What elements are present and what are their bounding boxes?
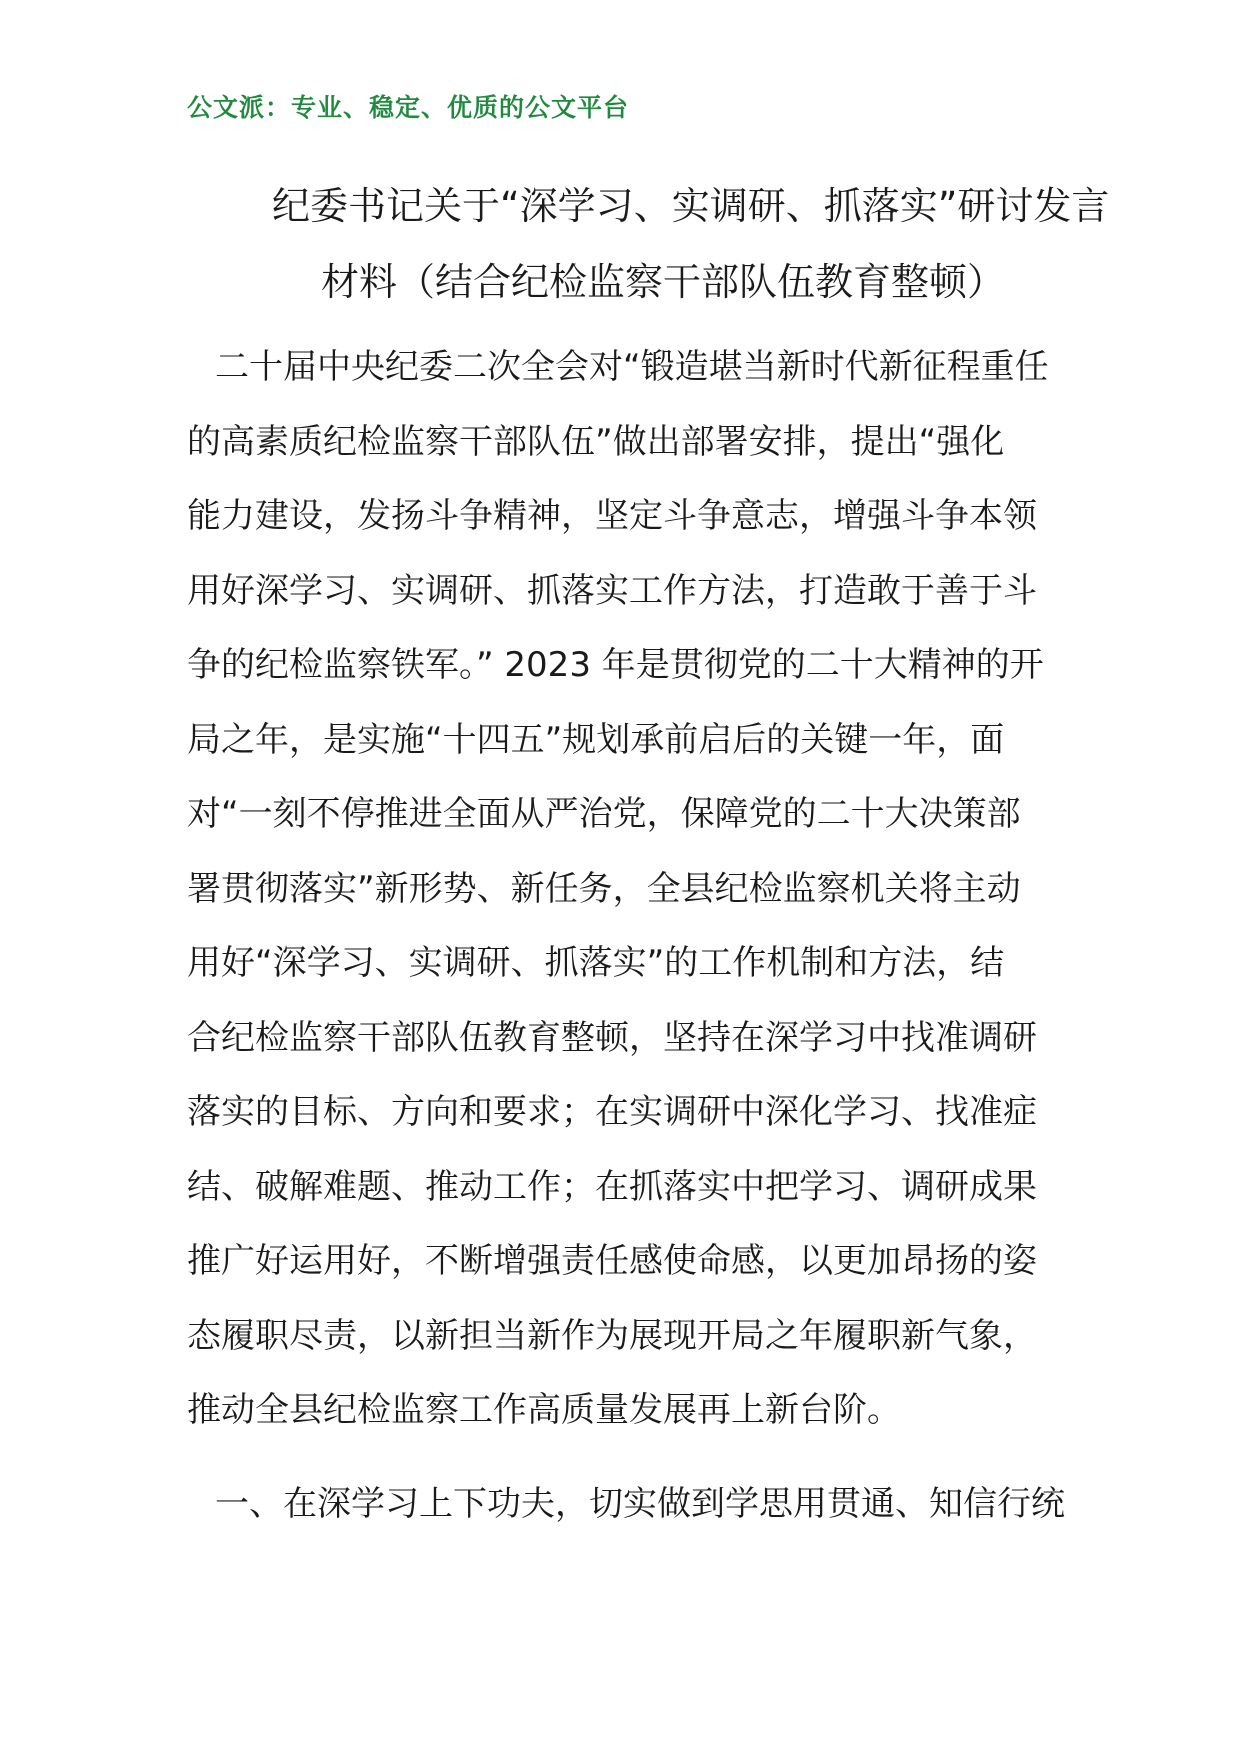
brand-header: 公文派：专业、稳定、优质的公文平台 [187, 93, 630, 122]
paragraph-line: 署贯彻落实”新形势、新任务，全县纪检监察机关将主动 [187, 868, 1021, 909]
section-heading-1 [187, 1467, 1065, 1541]
paragraph-line: 推动全县纪检监察工作高质量发展再上新台阶。 [187, 1390, 901, 1430]
paragraph-line: 能力建设，发扬斗争精神，坚定斗争意志，增强斗争本领 [187, 496, 1037, 536]
title-line-2: 材料（结合纪检监察干部队伍教育整顿） [321, 260, 1006, 304]
paragraph-line: 的高素质纪检监察干部队伍”做出部署安排，提出“强化 [187, 421, 1005, 462]
section-heading-text: 一、在深学习上下功夫，切实做到学思用贯通、知信行统 [215, 1484, 1065, 1524]
paragraph-line: 态履职尽责，以新担当新作为展现开局之年履职新气象， [187, 1315, 1037, 1356]
paragraph-line: 落实的目标、方向和要求；在实调研中深化学习、找准症 [187, 1092, 1037, 1132]
intro-paragraph [187, 330, 1057, 1448]
paragraph-line: 二十届中央纪委二次全会对“锻造堪当新时代新征程重任 [215, 347, 1049, 387]
paragraph-line: 用好“深学习、实调研、抓落实”的工作机制和方法，结 [187, 943, 1005, 983]
document-title [187, 168, 1110, 320]
paragraph-line: 结、破解难题、推动工作；在抓落实中把学习、调研成果 [187, 1166, 1037, 1207]
paragraph-line: 推广好运用好，不断增强责任感使命感，以更加昂扬的姿 [187, 1241, 1037, 1281]
paragraph-line: 对“一刻不停推进全面从严治党，保障党的二十大决策部 [187, 794, 1021, 834]
paragraph-line: 合纪检监察干部队伍教育整顿，坚持在深学习中找准调研 [187, 1017, 1037, 1058]
paragraph-line: 争的纪检监察铁军。” 2023 年是贯彻党的二十大精神的开 [187, 645, 1044, 685]
paragraph-line: 局之年，是实施“十四五”规划承前启后的关键一年，面 [187, 719, 1005, 760]
title-line-1: 纪委书记关于“深学习、实调研、抓落实”研讨发言 [272, 184, 1110, 228]
paragraph-line: 用好深学习、实调研、抓落实工作方法，打造敢于善于斗 [187, 570, 1037, 611]
